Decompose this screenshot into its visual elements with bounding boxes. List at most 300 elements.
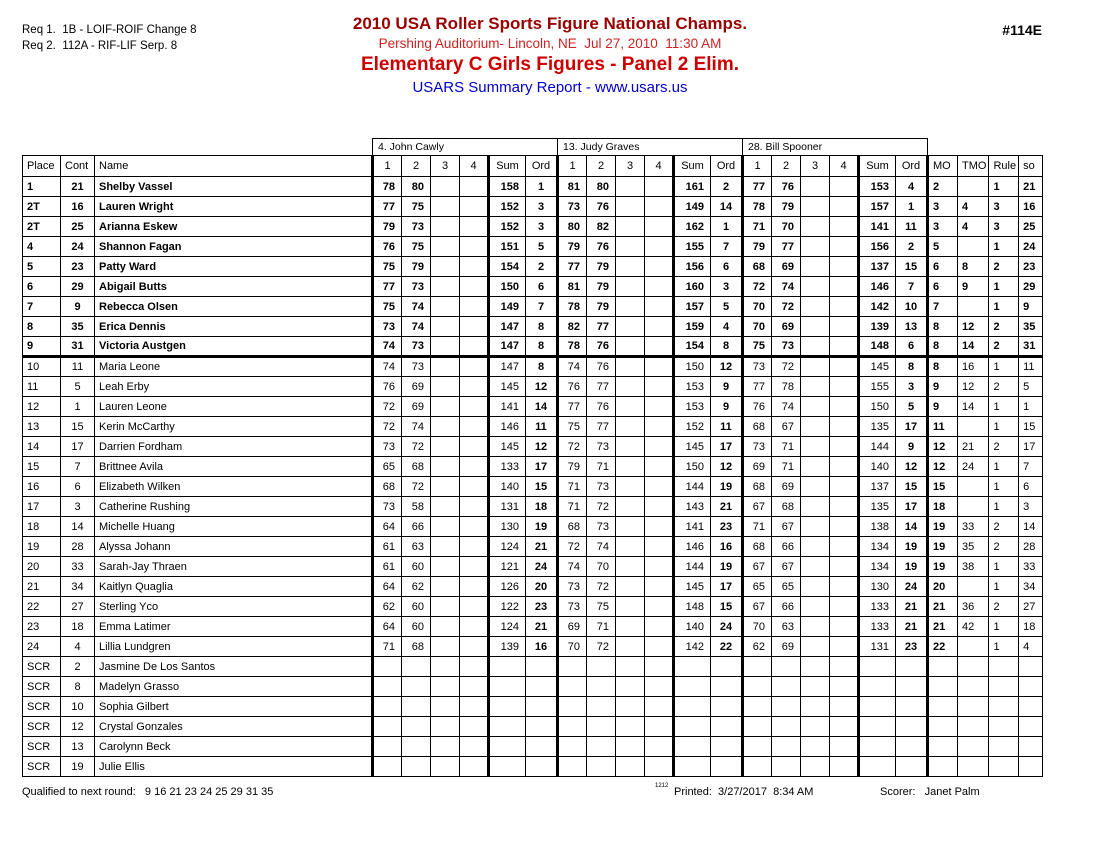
score-cell <box>373 757 402 777</box>
ord-cell: 2 <box>711 177 743 197</box>
score-cell: 77 <box>587 377 616 397</box>
rule-cell: 2 <box>989 257 1019 277</box>
score-cell <box>431 217 460 237</box>
score-cell: 70 <box>743 617 772 637</box>
place-cell: SCR <box>23 677 61 697</box>
ord-cell: 7 <box>711 237 743 257</box>
score-cell <box>460 397 489 417</box>
so-cell: 33 <box>1019 557 1043 577</box>
ord-cell: 17 <box>711 437 743 457</box>
score-cell: 75 <box>373 257 402 277</box>
ord-cell: 14 <box>526 397 558 417</box>
sum-cell: 144 <box>674 477 711 497</box>
sum-cell: 141 <box>489 397 526 417</box>
tmo-cell <box>958 677 989 697</box>
score-cell <box>645 577 674 597</box>
score-cell <box>830 577 859 597</box>
table-row <box>23 297 1043 317</box>
event-title: Elementary C Girls Figures - Panel 2 Elim. <box>360 54 740 75</box>
place-cell: 14 <box>23 437 61 457</box>
sum-cell <box>859 717 896 737</box>
score-cell: 65 <box>373 457 402 477</box>
score-cell <box>460 597 489 617</box>
ord-cell: 15 <box>711 597 743 617</box>
score-cell <box>460 457 489 477</box>
report-header <box>0 14 1100 96</box>
sum-cell: 137 <box>859 477 896 497</box>
score-cell: 73 <box>402 217 431 237</box>
ord-cell: 21 <box>896 617 928 637</box>
score-cell <box>830 317 859 337</box>
table-row <box>23 337 1043 357</box>
col-header-score-2: 2 <box>402 156 431 177</box>
score-cell <box>801 717 830 737</box>
score-cell <box>431 757 460 777</box>
score-cell: 60 <box>402 557 431 577</box>
event-number: #114E <box>1002 22 1042 38</box>
col-header-score-4: 4 <box>460 156 489 177</box>
sum-cell <box>674 657 711 677</box>
tmo-cell <box>958 737 989 757</box>
sum-cell <box>489 657 526 677</box>
score-cell: 71 <box>587 617 616 637</box>
score-cell <box>645 697 674 717</box>
place-cell: 23 <box>23 617 61 637</box>
col-header-place: Place <box>23 156 61 177</box>
score-cell <box>616 437 645 457</box>
sum-cell: 131 <box>859 637 896 657</box>
ord-cell: 23 <box>711 517 743 537</box>
score-cell: 69 <box>743 457 772 477</box>
rule-cell: 1 <box>989 237 1019 257</box>
tmo-cell: 21 <box>958 437 989 457</box>
name-cell: Kerin McCarthy <box>95 417 373 437</box>
place-cell: SCR <box>23 697 61 717</box>
place-cell: 16 <box>23 477 61 497</box>
score-cell <box>830 757 859 777</box>
tmo-cell: 33 <box>958 517 989 537</box>
score-cell: 76 <box>373 377 402 397</box>
score-cell: 71 <box>587 457 616 477</box>
sum-cell <box>859 657 896 677</box>
name-cell: Sterling Yco <box>95 597 373 617</box>
table-row <box>23 217 1043 237</box>
ord-cell: 19 <box>526 517 558 537</box>
score-cell: 68 <box>373 477 402 497</box>
table-row <box>23 417 1043 437</box>
so-cell: 6 <box>1019 477 1043 497</box>
cont-cell: 16 <box>61 197 95 217</box>
score-cell <box>431 417 460 437</box>
score-cell <box>743 657 772 677</box>
mo-cell: 3 <box>928 217 958 237</box>
mo-cell: 9 <box>928 397 958 417</box>
cont-cell: 1 <box>61 397 95 417</box>
score-cell: 74 <box>402 417 431 437</box>
score-cell <box>616 377 645 397</box>
place-cell: 10 <box>23 357 61 377</box>
score-cell: 69 <box>772 637 801 657</box>
score-cell: 64 <box>373 617 402 637</box>
col-header-score-1: 1 <box>743 156 772 177</box>
score-cell <box>431 597 460 617</box>
score-cell: 68 <box>743 257 772 277</box>
sum-cell <box>859 737 896 757</box>
score-cell: 73 <box>402 277 431 297</box>
table-row <box>23 237 1043 257</box>
score-cell <box>402 697 431 717</box>
table-row <box>23 177 1043 197</box>
score-cell <box>801 177 830 197</box>
ord-cell: 8 <box>526 357 558 377</box>
score-cell <box>645 317 674 337</box>
score-cell <box>645 757 674 777</box>
report-footer <box>22 783 1038 803</box>
score-cell: 72 <box>587 577 616 597</box>
score-cell <box>587 757 616 777</box>
sum-cell: 131 <box>489 497 526 517</box>
score-cell <box>801 457 830 477</box>
score-cell <box>616 757 645 777</box>
score-cell: 71 <box>558 497 587 517</box>
ord-cell: 13 <box>896 317 928 337</box>
sum-cell: 157 <box>859 197 896 217</box>
score-cell: 72 <box>402 437 431 457</box>
mo-cell: 18 <box>928 497 958 517</box>
score-cell <box>460 757 489 777</box>
score-cell <box>460 337 489 357</box>
score-cell <box>558 657 587 677</box>
score-cell <box>616 497 645 517</box>
ord-cell: 16 <box>711 537 743 557</box>
so-cell: 29 <box>1019 277 1043 297</box>
score-cell <box>460 197 489 217</box>
cont-cell: 19 <box>61 757 95 777</box>
score-cell: 80 <box>587 177 616 197</box>
ord-cell: 4 <box>711 317 743 337</box>
score-cell: 73 <box>772 337 801 357</box>
score-cell: 67 <box>743 597 772 617</box>
score-cell: 70 <box>772 217 801 237</box>
score-cell <box>645 657 674 677</box>
score-cell <box>801 397 830 417</box>
score-cell <box>616 697 645 717</box>
col-header-ord: Ord <box>526 156 558 177</box>
score-cell: 72 <box>402 477 431 497</box>
results-table <box>22 138 1043 777</box>
score-cell <box>460 277 489 297</box>
sum-cell <box>489 717 526 737</box>
rule-cell: 1 <box>989 617 1019 637</box>
table-row <box>23 317 1043 337</box>
score-cell: 78 <box>743 197 772 217</box>
score-cell: 73 <box>558 577 587 597</box>
score-cell <box>645 197 674 217</box>
ord-cell: 8 <box>896 357 928 377</box>
so-cell: 5 <box>1019 377 1043 397</box>
score-cell <box>743 677 772 697</box>
score-cell: 77 <box>587 317 616 337</box>
score-cell: 73 <box>743 357 772 377</box>
mo-cell: 3 <box>928 197 958 217</box>
table-row <box>23 257 1043 277</box>
score-cell <box>460 497 489 517</box>
score-cell: 73 <box>587 437 616 457</box>
score-cell <box>616 717 645 737</box>
cont-cell: 33 <box>61 557 95 577</box>
ord-cell: 14 <box>711 197 743 217</box>
name-cell: Leah Erby <box>95 377 373 397</box>
sum-cell: 145 <box>674 437 711 457</box>
sum-cell: 150 <box>674 357 711 377</box>
so-cell: 15 <box>1019 417 1043 437</box>
sum-cell: 152 <box>489 217 526 237</box>
score-cell: 74 <box>373 357 402 377</box>
sum-cell: 153 <box>674 377 711 397</box>
ord-cell: 17 <box>896 417 928 437</box>
ord-cell: 8 <box>526 337 558 357</box>
cont-cell: 5 <box>61 377 95 397</box>
name-cell: Madelyn Grasso <box>95 677 373 697</box>
score-cell <box>830 177 859 197</box>
cont-cell: 12 <box>61 717 95 737</box>
score-cell: 69 <box>402 397 431 417</box>
score-cell <box>616 277 645 297</box>
score-cell: 75 <box>743 337 772 357</box>
qualified-text: Qualified to next round: 9 16 21 23 24 25 29 31 35 <box>22 786 274 798</box>
score-cell <box>801 677 830 697</box>
score-cell <box>830 477 859 497</box>
score-cell <box>616 617 645 637</box>
rule-cell <box>989 737 1019 757</box>
place-cell: 5 <box>23 257 61 277</box>
col-header-sum: Sum <box>859 156 896 177</box>
score-cell <box>830 557 859 577</box>
score-cell: 69 <box>772 317 801 337</box>
score-cell <box>460 617 489 637</box>
so-cell: 35 <box>1019 317 1043 337</box>
cont-cell: 7 <box>61 457 95 477</box>
score-cell: 68 <box>743 537 772 557</box>
rule-cell: 2 <box>989 317 1019 337</box>
mo-cell <box>928 757 958 777</box>
ord-cell: 11 <box>526 417 558 437</box>
score-cell <box>431 697 460 717</box>
score-cell: 61 <box>373 537 402 557</box>
table-row <box>23 517 1043 537</box>
score-cell <box>772 697 801 717</box>
score-cell: 74 <box>772 397 801 417</box>
name-cell: Kaitlyn Quaglia <box>95 577 373 597</box>
score-cell: 76 <box>587 197 616 217</box>
so-cell: 18 <box>1019 617 1043 637</box>
ord-cell: 17 <box>526 457 558 477</box>
sum-cell: 134 <box>859 537 896 557</box>
score-cell: 72 <box>558 437 587 457</box>
score-cell <box>460 317 489 337</box>
score-cell: 76 <box>587 337 616 357</box>
score-cell <box>801 537 830 557</box>
score-cell: 76 <box>743 397 772 417</box>
sum-cell: 124 <box>489 617 526 637</box>
ord-cell: 12 <box>526 437 558 457</box>
score-cell <box>645 517 674 537</box>
score-cell: 76 <box>587 357 616 377</box>
tmo-cell <box>958 297 989 317</box>
score-cell <box>431 277 460 297</box>
mo-cell: 8 <box>928 337 958 357</box>
score-cell <box>645 717 674 737</box>
col-header-sum: Sum <box>489 156 526 177</box>
sum-cell: 142 <box>674 637 711 657</box>
mo-cell: 22 <box>928 637 958 657</box>
ord-cell <box>526 717 558 737</box>
score-cell <box>801 477 830 497</box>
score-cell <box>431 617 460 637</box>
score-cell <box>431 637 460 657</box>
score-cell <box>801 337 830 357</box>
place-cell: 8 <box>23 317 61 337</box>
place-cell: 2T <box>23 217 61 237</box>
tmo-cell: 16 <box>958 357 989 377</box>
ord-cell <box>711 697 743 717</box>
sum-cell: 133 <box>859 597 896 617</box>
place-cell: SCR <box>23 717 61 737</box>
col-header-score-3: 3 <box>616 156 645 177</box>
venue-date-line: Pershing Auditorium- Lincoln, NE Jul 27, 2010 11:30 AM <box>378 36 722 51</box>
score-cell <box>460 577 489 597</box>
sum-cell: 148 <box>674 597 711 617</box>
sum-cell: 149 <box>489 297 526 317</box>
score-cell <box>830 717 859 737</box>
ord-cell <box>896 697 928 717</box>
score-cell <box>431 337 460 357</box>
sum-cell: 140 <box>489 477 526 497</box>
score-cell: 71 <box>743 517 772 537</box>
score-cell <box>645 277 674 297</box>
rule-cell: 1 <box>989 637 1019 657</box>
cont-cell: 4 <box>61 637 95 657</box>
so-cell: 11 <box>1019 357 1043 377</box>
sum-cell: 157 <box>674 297 711 317</box>
sum-cell: 154 <box>674 337 711 357</box>
sum-cell: 141 <box>859 217 896 237</box>
score-cell <box>830 237 859 257</box>
ord-cell <box>896 677 928 697</box>
ord-cell: 19 <box>896 537 928 557</box>
score-cell <box>558 717 587 737</box>
championship-title: 2010 USA Roller Sports Figure National Champs. <box>352 14 748 33</box>
ord-cell: 9 <box>896 437 928 457</box>
score-cell <box>830 297 859 317</box>
cont-cell: 17 <box>61 437 95 457</box>
score-cell <box>801 417 830 437</box>
score-cell <box>431 357 460 377</box>
score-cell <box>460 217 489 237</box>
score-cell <box>801 637 830 657</box>
score-cell: 68 <box>402 637 431 657</box>
sum-cell: 160 <box>674 277 711 297</box>
score-cell: 67 <box>772 417 801 437</box>
col-header-score-2: 2 <box>772 156 801 177</box>
sum-cell: 156 <box>859 237 896 257</box>
score-cell <box>558 757 587 777</box>
score-cell: 68 <box>743 477 772 497</box>
col-header-ord: Ord <box>711 156 743 177</box>
cont-cell: 18 <box>61 617 95 637</box>
score-cell: 79 <box>373 217 402 237</box>
score-cell <box>645 357 674 377</box>
rule-cell: 3 <box>989 197 1019 217</box>
cont-cell: 24 <box>61 237 95 257</box>
score-cell: 80 <box>558 217 587 237</box>
score-cell <box>616 517 645 537</box>
col-header-score-1: 1 <box>373 156 402 177</box>
mo-cell: 7 <box>928 297 958 317</box>
score-cell <box>616 557 645 577</box>
score-cell: 77 <box>558 397 587 417</box>
ord-cell <box>526 757 558 777</box>
ord-cell: 19 <box>896 557 928 577</box>
sum-cell: 142 <box>859 297 896 317</box>
score-cell <box>616 457 645 477</box>
sum-cell: 139 <box>859 317 896 337</box>
sum-cell: 135 <box>859 497 896 517</box>
tmo-cell: 12 <box>958 317 989 337</box>
score-cell: 63 <box>772 617 801 637</box>
footer-code: 1212 <box>655 783 669 789</box>
score-cell: 71 <box>743 217 772 237</box>
score-cell: 73 <box>587 517 616 537</box>
score-cell: 72 <box>587 637 616 657</box>
score-cell: 72 <box>772 357 801 377</box>
score-cell <box>743 757 772 777</box>
so-cell: 16 <box>1019 197 1043 217</box>
table-row <box>23 357 1043 377</box>
score-cell <box>645 297 674 317</box>
mo-cell: 20 <box>928 577 958 597</box>
score-cell <box>616 737 645 757</box>
sum-cell <box>674 737 711 757</box>
name-cell: Alyssa Johann <box>95 537 373 557</box>
place-cell: 15 <box>23 457 61 477</box>
name-cell: Julie Ellis <box>95 757 373 777</box>
score-cell <box>830 437 859 457</box>
sum-cell: 139 <box>489 637 526 657</box>
sum-cell: 146 <box>859 277 896 297</box>
cont-cell: 6 <box>61 477 95 497</box>
sum-cell: 126 <box>489 577 526 597</box>
score-cell: 67 <box>772 557 801 577</box>
ord-cell: 8 <box>526 317 558 337</box>
col-header-rule: Rule <box>989 156 1019 177</box>
ord-cell: 21 <box>711 497 743 517</box>
score-cell: 76 <box>587 397 616 417</box>
table-row <box>23 437 1043 457</box>
score-cell <box>460 657 489 677</box>
score-cell: 80 <box>402 177 431 197</box>
name-cell: Shannon Fagan <box>95 237 373 257</box>
score-cell <box>830 357 859 377</box>
score-cell <box>587 737 616 757</box>
score-cell: 78 <box>558 297 587 317</box>
score-cell <box>743 737 772 757</box>
table-row <box>23 197 1043 217</box>
table-row <box>23 577 1043 597</box>
tmo-cell <box>958 697 989 717</box>
cont-cell: 23 <box>61 257 95 277</box>
ord-cell: 14 <box>896 517 928 537</box>
